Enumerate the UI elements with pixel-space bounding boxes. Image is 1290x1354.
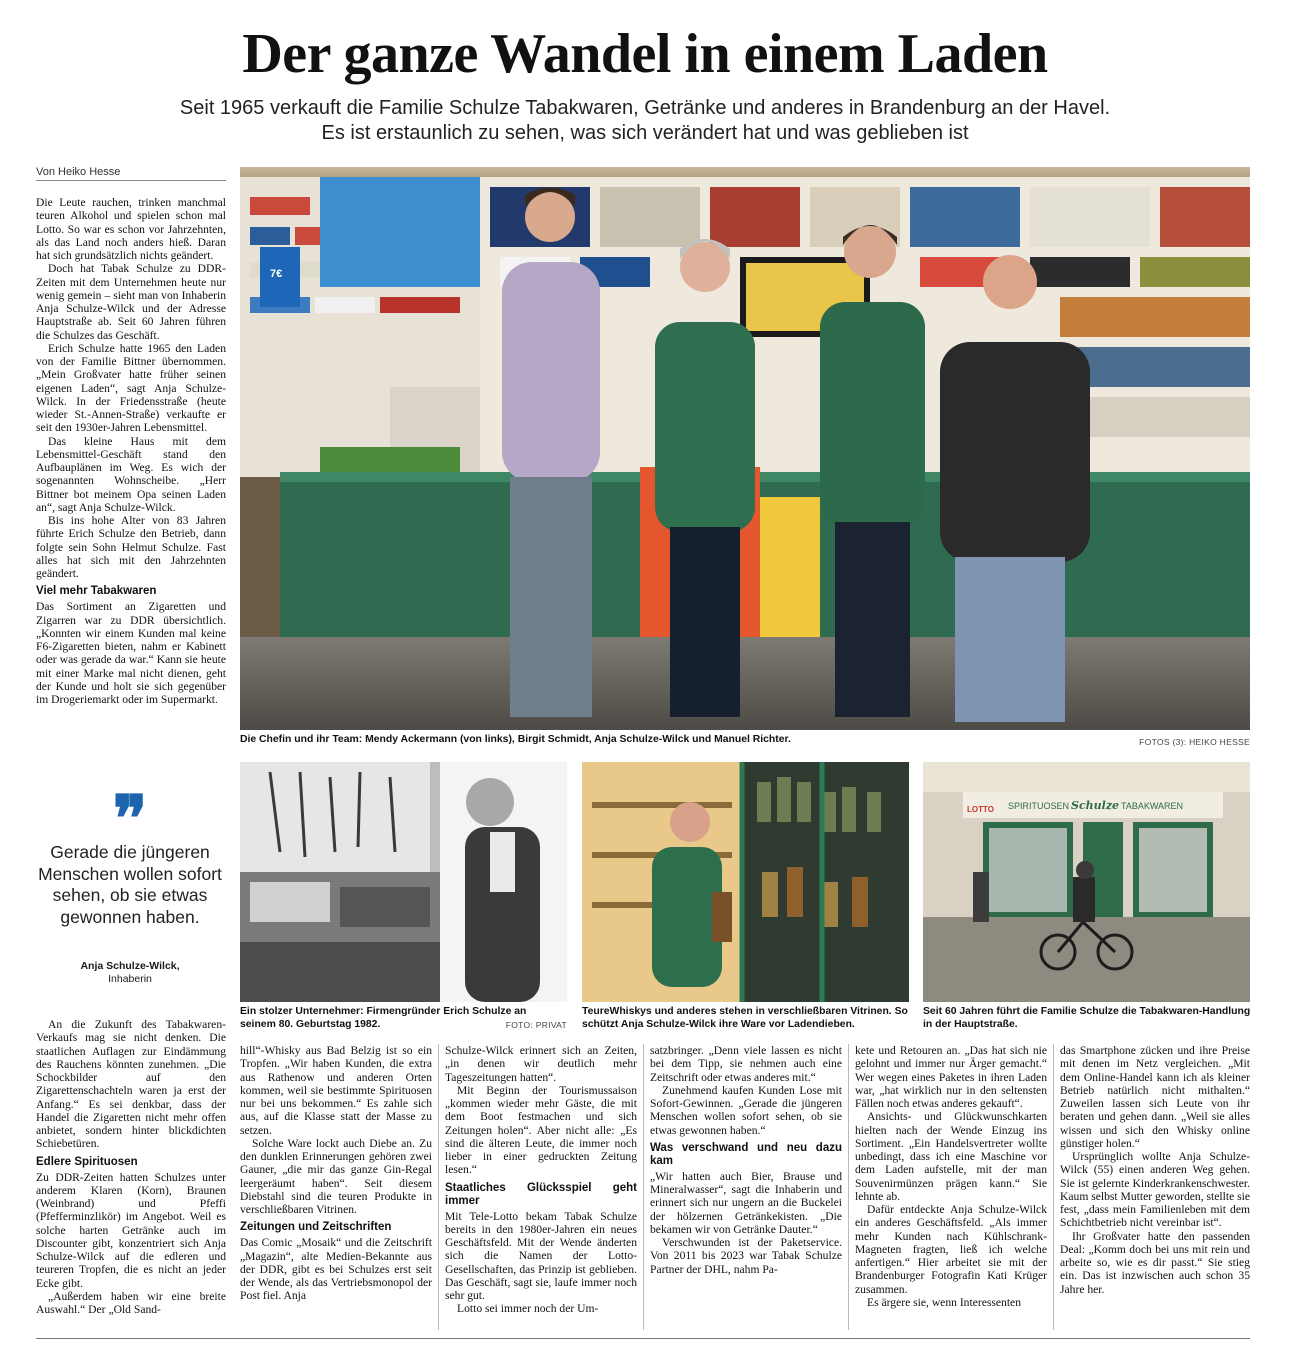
storefront-photo-caption: Seit 60 Jahren führt die Familie Schulze die Tabakwaren-Handlung in der Hauptstraße.	[923, 1006, 1251, 1030]
subhead	[80, 96, 1210, 146]
subheading: Viel mehr Tabakwaren	[36, 585, 157, 598]
subheading: Was verschwand und neu dazu kam	[650, 1141, 842, 1167]
column-divider	[643, 1044, 644, 1330]
quote-mark-icon: ❞	[112, 782, 148, 857]
paragraph: Ihr Großvater hatte den passenden Deal: „Komm doch bei uns mit rein und arbeite so, wie es dir passt.“ Sie stieg ein. Das ist inzwischen auch schon 35 Jahre her.	[1060, 1229, 1250, 1296]
storefront-photo-illustration	[923, 762, 1250, 1002]
pull-quote-text: Gerade die jüngeren Menschen wollen sofort sehen, ob sie etwas gewonnen haben.	[38, 842, 222, 927]
pull-quote-author	[36, 960, 224, 986]
founder-photo-illustration	[240, 762, 567, 1002]
founder-photo-caption: Ein stolzer Unternehmer: Firmengründer Erich Schulze an seinem 80. Geburtstag 1982.	[240, 1006, 527, 1030]
column-3	[445, 1044, 637, 1316]
paragraph: An die Zukunft des Tabakwaren-Verkaufs mag sie nicht denken. Die staatlichen Auflagen zur Eindämmung des Rauchens könnten zunehmen. „Die Schockbilder auf den Zigarettenschachteln waren ja erst der Anfang.“ Es sei denkbar, dass der Handel die Zigaretten nicht mehr offen anbietet, sondern hinter blickdichten Schiebetüren.	[36, 1018, 226, 1151]
paragraph: Schulze-Wilck erinnert sich an Zeiten, „in denen wir deutlich mehr Tageszeitungen hatten“.	[445, 1044, 637, 1084]
main-photo-caption: Die Chefin und ihr Team: Mendy Ackermann (von links), Birgit Schmidt, Anja Schulze-Wilck und Manuel Richter.	[240, 734, 791, 745]
paragraph: „Wir hatten auch Bier, Brause und Mineralwasser“, sagt die Inhaberin und erinnert sich nur ungern an die Buckelei der hölzernen Getränkekisten. „Die bekamen wir von Getränke Dauter.“	[650, 1169, 842, 1236]
subheading: Edlere Spirituosen	[36, 1155, 138, 1168]
column-6	[1060, 1044, 1250, 1296]
founder-photo-credit: FOTO: PRIVAT	[505, 1020, 567, 1030]
svg-text:7€: 7€	[270, 268, 283, 280]
shop-sign-left: SPIRITUOSEN	[1008, 801, 1070, 811]
column-2	[240, 1044, 432, 1303]
paragraph: Das kleine Haus mit dem Lebensmittel-Geschäft stand den Aufbauplänen im Weg. Es wich der sogenannten Wohnscheibe. „Herr Bittner bot meinem Opa seinen Laden an“, sagt Anja Schulze-Wilck.	[36, 434, 226, 514]
shop-sign-mid: Schulze	[1071, 799, 1120, 812]
column-1-lower	[36, 1018, 226, 1316]
subheading: Zeitungen und Zeitschriften	[240, 1221, 392, 1234]
bottom-rule	[36, 1338, 1250, 1339]
column-divider	[848, 1044, 849, 1330]
paragraph: Solche Ware lockt auch Diebe an. Zu den dunklen Erinnerungen gehören zwei Gauner, „die mir das ganze Gin-Regal leergeräumt haben“. Seit diesem Diebstahl sind die teuren Produkte in verschließbaren Vitrinen.	[240, 1136, 432, 1216]
column-4	[650, 1044, 842, 1276]
headline: Der ganze Wandel in einem Laden	[242, 23, 1048, 85]
paragraph: Das Sortiment an Zigaretten und Zigarren war zu DDR übersichtlich. „Konnten wir einem Kunden mal keine F6-Zigaretten bieten, nahm er Kabinett oder was gerade da war.“ Kann sie heute mit einer Marke mal nicht dienen, geht der Kunde und holt sie sich gegenüber im Drogeriemarkt oder im Supermarkt.	[36, 600, 226, 706]
paragraph: kete und Retouren an. „Das hat sich nie gelohnt und immer nur Ärger gemacht.“ Wer wegen eines Paketes in ihren Laden war, „hat wirklich nur in den seltensten Fällen noch etwas anderes gekauft“.	[855, 1044, 1047, 1110]
whisky-photo-illustration	[582, 762, 909, 1002]
quote-author-role: Inhaberin	[108, 973, 152, 985]
whisky-photo-caption: TeureWhiskys und anderes stehen in verschließbaren Vitrinen. So schützt Anja Schulze-Wilck ihre Ware vor Ladendieben.	[582, 1006, 908, 1030]
shop-sign-right: TABAKWAREN	[1121, 801, 1184, 811]
founder-photo	[240, 762, 567, 1002]
paragraph: hill“-Whisky aus Bad Belzig ist so ein Tropfen. „Wir haben Kunden, die extra aus Rathenow und anderen Orten kommen, weil sie bestimmte Spirituosen nur bei uns bekommen.“ Es zahle sich aus, auf die Klasse statt der Masse zu setzen.	[240, 1044, 432, 1137]
main-photo-illustration	[240, 167, 1250, 730]
paragraph: satzbringer. „Denn viele lassen es nicht bei dem Tipp, sie nehmen auch eine Zeitschrift oder etwas anderes mit.“	[650, 1044, 842, 1084]
paragraph: Zu DDR-Zeiten hatten Schulzes unter anderem Klaren (Korn), Braunen (Weinbrand) und Pfeffi (Pfefferminzlikör) im Angebot. Weil es solche harten Getränke auch im Discounter gibt, konzentriert sich Anja Schulze-Wilck auf die edleren und teureren Tropfen, die es nicht an jeder Ecke gibt.	[36, 1170, 226, 1290]
main-photo-credit: FOTOS (3): HEIKO HESSE	[1139, 737, 1250, 747]
paragraph: Mit Tele-Lotto bekam Tabak Schulze bereits in den 1980er-Jahren ein neues Geschäftsfeld. Mit der Wende änderten sich die Namen der Lotto-Gesellschaften, das Prinzip ist geblieben. Das Geschäft, sagt sie, laufe immer noch sehr gut.	[445, 1209, 637, 1302]
quote-author-name: Anja Schulze-Wilck,	[80, 960, 180, 972]
column-5	[855, 1044, 1047, 1309]
column-divider	[438, 1044, 439, 1330]
byline-rule	[36, 180, 226, 181]
person-1	[502, 188, 600, 718]
main-photo	[240, 167, 1250, 730]
subhead-line-1: Seit 1965 verkauft die Familie Schulze Tabakwaren, Getränke und anderes in Brandenburg an der Havel.	[179, 97, 1111, 119]
paragraph: Doch hat Tabak Schulze zu DDR-Zeiten mit dem Unternehmen heute nur wenig gemein – sieht man von Inhaberin Anja Schulze-Wilck und der Adresse Hauptstraße ab. Seit 60 Jahren führen die Schulzes das Geschäft.	[36, 262, 226, 342]
storefront-photo	[923, 762, 1250, 1002]
subhead-line-2: Es ist erstaunlich zu sehen, was sich verändert hat und was geblieben ist	[321, 122, 969, 144]
paragraph: Erich Schulze hatte 1965 den Laden von der Familie Bittner übernommen. „Mein Großvater hatte früher seinen eigenen Laden“, sagt Anja Schulze-Wilck. In der Friedensstraße (heute wieder St.-Annen-Straße) verkaufte er seit den 1930er-Jahren Lebensmittel.	[36, 341, 226, 435]
paragraph: das Smartphone zücken und ihre Preise mit denen im Netz vergleichen. „Mit dem Online-Handel kann ich als kleiner Betrieb natürlich nicht mithalten.“ Zuweilen lassen sich Leute von ihr beraten und gehen dann. „Weil sie alles wissen und sich den Whisky online günstiger holen.“	[1060, 1044, 1250, 1150]
paragraph: Zunehmend kaufen Kunden Lose mit Sofort-Gewinnen. „Gerade die jüngeren Menschen wollen sofort sehen, ob sie etwas gewonnen haben.“	[650, 1083, 842, 1137]
paragraph: Es ärgere sie, wenn Interessenten	[867, 1295, 1021, 1309]
paragraph: Ursprünglich wollte Anja Schulze-Wilck (55) einen anderen Weg gehen. Sie ist gelernte Kinderkrankenschwester. Kaum selbst Mutter geworden, stellte sie fest, „dass mein Familienleben mit dem Schichtbetrieb nicht vereinbar ist“.	[1060, 1150, 1250, 1230]
column-1-upper	[36, 196, 226, 706]
paragraph: Verschwunden ist der Paketservice. Von 2011 bis 2023 war Tabak Schulze Partner der DHL, nahm Pa-	[650, 1236, 842, 1276]
paragraph: Mit Beginn der Tourismussaison „kommen wieder mehr Gäste, die mit dem Boot festmachen und sich Zeitungen holen“. Aber nicht alle: „Es sind die älteren Leute, die immer noch lieber in einer gedruckten Zeitung lesen.“	[445, 1083, 637, 1177]
paragraph: Dafür entdeckte Anja Schulze-Wilck ein anderes Geschäftsfeld. „Als immer mehr Kunden nach Kühlschrank-Magneten fragten, ließ ich welche anfertigen.“ Hier arbeitet sie mit der Brandenburger Fotografin Kati Krüger zusammen.	[855, 1203, 1047, 1296]
lotto-sign: LOTTO	[967, 805, 994, 814]
paragraph: „Außerdem haben wir eine breite Auswahl.“ Der „Old Sand-	[36, 1289, 226, 1316]
paragraph: Die Leute rauchen, trinken manchmal teuren Alkohol und spielen schon mal Lotto. So war es schon vor Jahrzehnten, als das Land noch anders hieß. Daran hat sich grundsätzlich nichts geändert.	[36, 196, 226, 262]
paragraph: Bis ins hohe Alter von 83 Jahren führte Erich Schulze den Betrieb, dann folgte sein Sohn Helmut Schulze. Fast alles hat sich mit den Jahrzehnten geändert.	[36, 514, 226, 580]
paragraph: Das Comic „Mosaik“ und die Zeitschrift „Magazin“, alte Medien-Bekannte aus der DDR, gibt es bei Schulzes erst seit der Wende, als das Vertriebsmonopol der Post fiel. Anja	[240, 1236, 432, 1303]
byline: Von Heiko Hesse	[36, 166, 121, 178]
column-divider	[1053, 1044, 1054, 1330]
subheading: Staatliches Glücksspiel geht immer	[445, 1181, 637, 1207]
paragraph: Lotto sei immer noch der Um-	[457, 1302, 599, 1316]
paragraph: Ansichts- und Glückwunschkarten hielten nach der Wende Einzug ins Sortiment. „Ein Handelsvertreter wollte unbedingt, dass ich eine Maschine vor dem Laden aufstelle, mit der man Souvenirmünzen prägen kann.“ Sie lehnte ab.	[855, 1110, 1047, 1203]
whisky-photo	[582, 762, 909, 1002]
